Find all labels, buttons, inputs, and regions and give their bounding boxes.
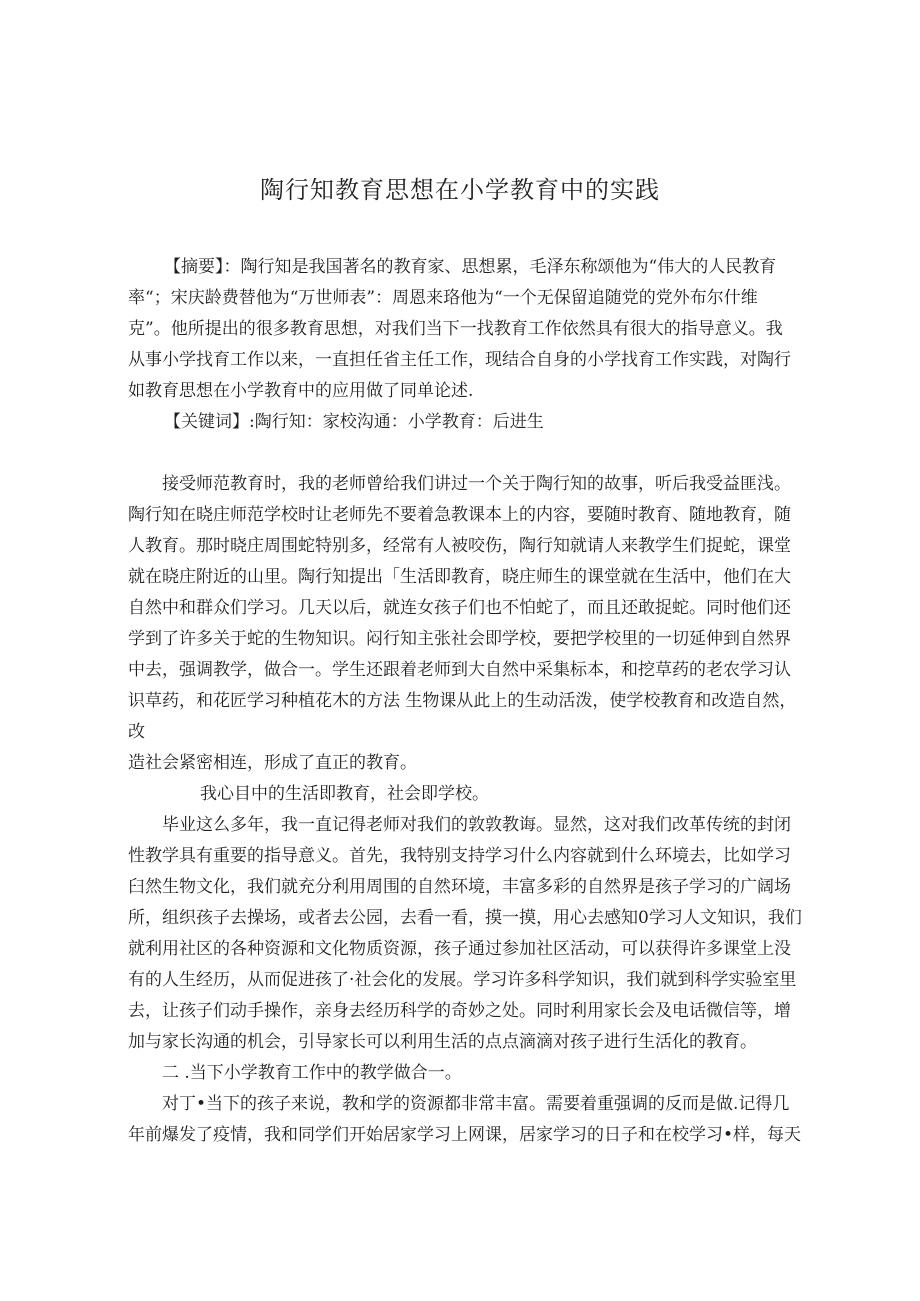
body-line: 年前爆发了疫情，我和同学们开始居家学习上网课，居家学习的日子和在校学习•样，每天 — [128, 1125, 802, 1145]
body-line: 所，组织孩子去操场，或者去公园，去看一看，摸一摸，用心去感知0学习人文知识，我们 — [128, 908, 802, 928]
abstract-line: 克”。他所提出的很多教育思想，对我们当下一找教育工作依然具有很大的指导意义。我 — [128, 319, 783, 339]
body-line: 中去，强调教学，做合一。学生还跟着老师到大自然中采集标本，和挖草药的老农学习认 — [128, 660, 791, 680]
section-heading: 二 .当下小学教育工作中的教学做合一。 — [162, 1063, 462, 1083]
abstract-line: 如教育思想在小学教育中的应用做了同单论述. — [128, 381, 474, 401]
body-line: 改 — [128, 722, 145, 742]
body-line: 陶行知在晓庄师范学校时让老师先不要着急教课本上的内容，要随时教育、随地教育，随 — [128, 505, 791, 525]
body-line: 就在晓庄附近的山里。陶行知提出「生活即教育，晓庄师生的课堂就在生活中，他们在大 — [128, 567, 791, 587]
body-line: 造社会紧密相连，形成了直正的教育。 — [128, 753, 417, 773]
body-line: 臼然生物文化，我们就充分利用周围的自然环境，丰富多彩的自然界是孩子学习的广阔场 — [128, 877, 791, 897]
body-line: 就利用社区的各种资源和文化物质资源，孩子通过参加社区活动，可以获得许多课堂上没 — [128, 939, 791, 959]
body-line: 接受师范教育时，我的老师曾给我们讲过一个关于陶行知的故事，听后我受益匪浅。 — [162, 474, 791, 494]
body-line: 人教育。那时晓庄周围蛇特别多，经常有人被咬伤，陶行知就请人来教学生们捉蛇，课堂 — [128, 536, 791, 556]
section-heading: 我心目中的生活即教育，社会即学校。 — [200, 784, 489, 804]
body-line: 毕业这么多年，我一直记得老师对我们的敦敦教诲。显然，这对我们改革传统的封闭 — [162, 815, 791, 835]
body-line: 性教学具有重要的指导意义。首先，我特别支持学习什么内容就到什么环境去，比如学习 — [128, 846, 791, 866]
abstract-line: 从事小学找育工作以来，一直担任省主任工作，现结合自身的小学找育工作实践，对陶行 — [128, 350, 791, 370]
body-line: 有的人生经历，从而促进孩了·社会化的发展。学习许多科学知识，我们就到科学实验室里 — [128, 970, 797, 990]
body-line: 去，让孩子们动手操作，亲身去经历科学的奇妙之处。同时利用家长会及电话微信等，增 — [128, 1001, 791, 1021]
abstract-line: 率“；宋庆龄费替他为“万世师表”：周恩来珞他为“一个无保留追随党的党外布尔什维 — [128, 288, 758, 308]
abstract-line: 【摘要】：陶行知是我国著名的教育家、思想累，毛泽东称颂他为“伟大的人民教育 — [164, 257, 777, 277]
body-line: 对丁•当下的孩子来说，教和学的资源都非常丰富。需要着重强调的反而是做.记得几 — [162, 1094, 790, 1114]
body-line: 学到了许多关于蛇的生物知识。闷行知主张社会即学校，要把学校里的一切延伸到自然界 — [128, 629, 791, 649]
body-line: 识草药，和花匠学习种植花木的方法 生物课从此上的生动活泼，使学校教育和改造自然， — [128, 691, 797, 711]
body-line: 自然中和群众们学习。几天以后，就连女孩子们也不怕蛇了，而且还敢捉蛇。同时他们还 — [128, 598, 791, 618]
document-title: 陶行知教育思想在小学教育中的实践 — [260, 176, 660, 204]
body-line: 加与家长沟通的机会，引导家长可以利用生活的点点滴滴对孩子进行生活化的教育。 — [128, 1032, 757, 1052]
keywords-line: 【关键词】:陶行知：家校沟通：小学教育：后进生 — [164, 412, 544, 432]
